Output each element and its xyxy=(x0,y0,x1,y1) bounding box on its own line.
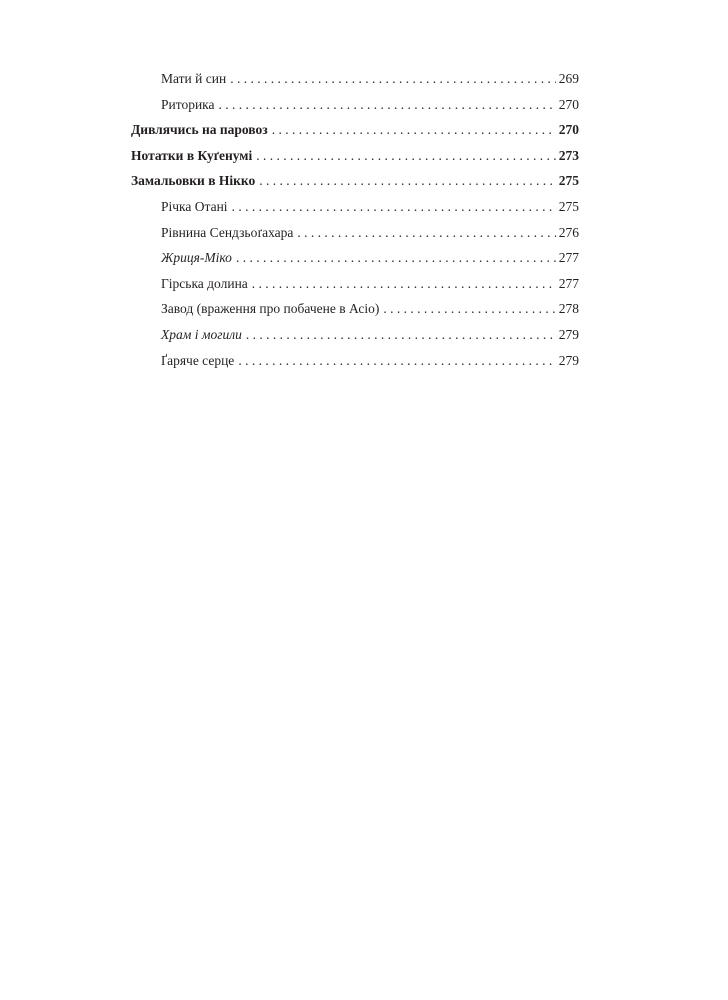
toc-entry xyxy=(131,143,579,169)
toc-entry-page: 277 xyxy=(558,275,579,291)
toc-entry-title: Рівнина Сендзьоґахара xyxy=(161,224,294,240)
toc-entry-page: 275 xyxy=(558,173,579,189)
toc-entry xyxy=(131,296,579,322)
toc-leader xyxy=(272,117,556,143)
toc-entry-title: Мати й син xyxy=(161,71,227,86)
toc-entry-page: 278 xyxy=(558,301,579,317)
toc-leader xyxy=(246,322,556,348)
toc-entry-page: 270 xyxy=(558,122,579,138)
toc-entry-page: 275 xyxy=(558,198,579,214)
toc-entry xyxy=(131,92,579,118)
toc-entry xyxy=(131,194,579,220)
toc-entry xyxy=(131,220,579,246)
toc-entry-page: 279 xyxy=(558,352,579,368)
toc-leader xyxy=(297,220,555,246)
toc-entry xyxy=(131,66,579,92)
toc-entry-page: 277 xyxy=(558,250,579,266)
toc-entry-title: Храм і могили xyxy=(161,326,242,342)
toc-leader xyxy=(236,245,556,271)
toc-entry-title: Гірська долина xyxy=(161,275,248,291)
toc-entry-title: Жриця-Міко xyxy=(161,250,232,266)
toc-entry-page: 269 xyxy=(558,71,579,86)
toc-entry xyxy=(131,271,579,297)
toc-leader xyxy=(383,296,555,322)
toc-entry xyxy=(131,322,579,348)
toc-leader xyxy=(252,271,556,297)
toc-entry-title: Ґаряче серце xyxy=(161,352,235,368)
toc-entry-page: 279 xyxy=(558,326,579,342)
toc-entry-title: Замальовки в Нікко xyxy=(131,173,256,189)
toc-entry-page: 273 xyxy=(558,147,579,163)
toc-entry-title: Риторика xyxy=(161,96,215,112)
toc-entry xyxy=(131,117,579,143)
toc-leader xyxy=(256,143,556,169)
toc-entry-title: Нотатки в Куґенумі xyxy=(131,147,253,163)
toc-entry xyxy=(131,245,579,271)
table-of-contents xyxy=(131,66,579,373)
toc-leader xyxy=(259,168,556,194)
toc-entry-title: Річка Отані xyxy=(161,198,228,214)
toc-entry-title: Дивлячись на паровоз xyxy=(131,122,268,138)
toc-leader xyxy=(232,194,556,220)
toc-entry xyxy=(131,348,579,374)
toc-leader xyxy=(219,92,556,118)
toc-entry-title: Завод (враження про побачене в Асіо) xyxy=(161,301,380,317)
toc-entry-page: 276 xyxy=(558,224,579,240)
toc-entry xyxy=(131,168,579,194)
toc-leader xyxy=(230,66,556,92)
toc-leader xyxy=(238,348,555,374)
toc-entry-page: 270 xyxy=(558,96,579,112)
